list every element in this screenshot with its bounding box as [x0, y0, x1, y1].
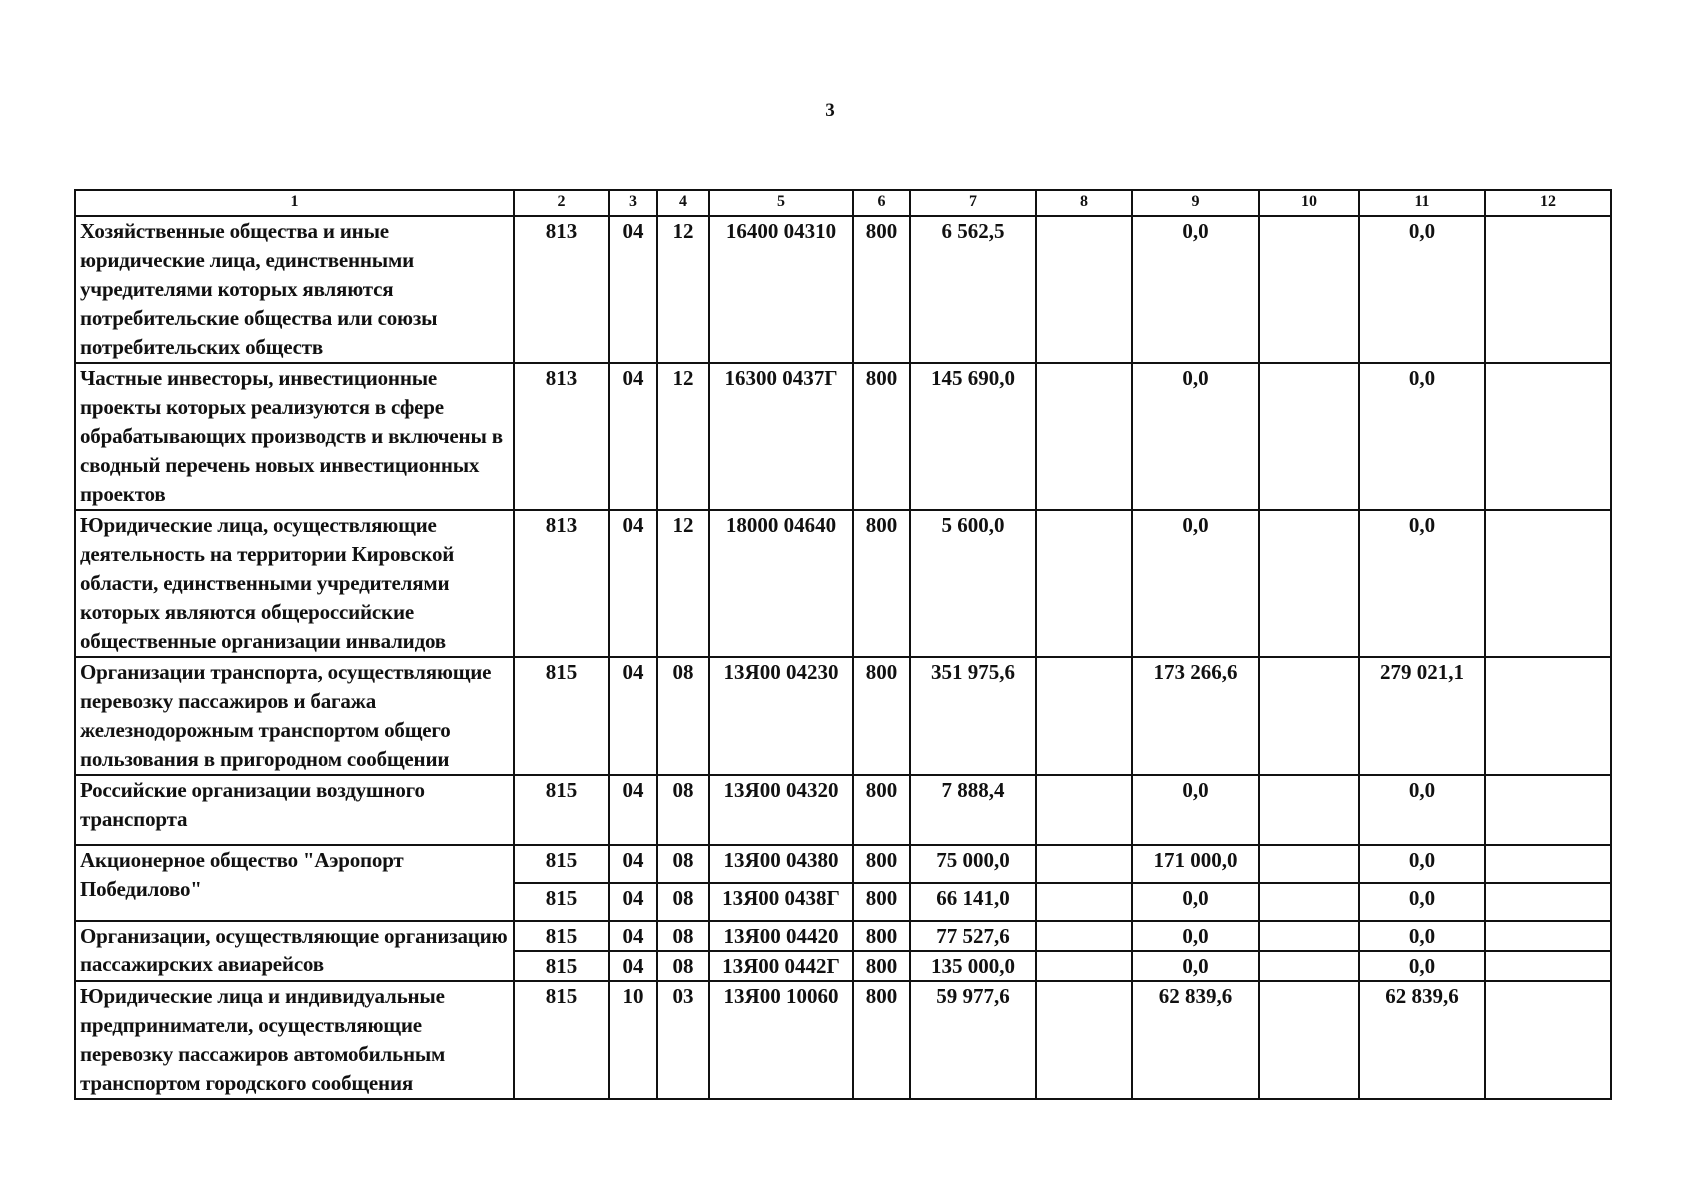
- table-cell: 0,0: [1132, 951, 1259, 981]
- table-cell: 0,0: [1359, 363, 1485, 510]
- table-cell: [1259, 657, 1359, 775]
- table-cell: 04: [609, 921, 657, 951]
- table-cell: 08: [657, 657, 709, 775]
- table-cell: 12: [657, 510, 709, 657]
- table-cell: 59 977,6: [910, 981, 1036, 1099]
- table-cell: 13Я00 0442Г: [709, 951, 853, 981]
- table-cell: 13Я00 04380: [709, 845, 853, 883]
- table-cell: 13Я00 04420: [709, 921, 853, 951]
- recipient-name: Юридические лица и индивидуальные предприниматели, осуществляющие перевозку пассажиров автомобильным транспортом городского сообщения: [75, 981, 514, 1099]
- table-cell: [1259, 951, 1359, 981]
- table-cell: 0,0: [1132, 883, 1259, 921]
- table-cell: 800: [853, 363, 910, 510]
- table-cell: 04: [609, 951, 657, 981]
- table-cell: [1485, 921, 1611, 951]
- budget-table: [74, 189, 1612, 1100]
- table-cell: [1036, 657, 1132, 775]
- table-cell: 12: [657, 216, 709, 363]
- table-cell: 13Я00 04230: [709, 657, 853, 775]
- table-row: [75, 657, 1611, 775]
- table-cell: 12: [657, 363, 709, 510]
- table-cell: 0,0: [1359, 216, 1485, 363]
- table-cell: 13Я00 04320: [709, 775, 853, 845]
- table-cell: [1259, 216, 1359, 363]
- table-cell: 08: [657, 775, 709, 845]
- table-cell: 800: [853, 510, 910, 657]
- table-cell: 0,0: [1359, 951, 1485, 981]
- recipient-name: Юридические лица, осуществляющие деятельность на территории Кировской области, единственными учредителями которых являются общероссийские общественные организации инвалидов: [75, 510, 514, 657]
- table-cell: 135 000,0: [910, 951, 1036, 981]
- table-cell: 08: [657, 951, 709, 981]
- table-cell: 04: [609, 883, 657, 921]
- column-number-row: [75, 190, 1611, 216]
- table-cell: [1485, 216, 1611, 363]
- table-cell: 0,0: [1132, 775, 1259, 845]
- table-cell: 0,0: [1132, 921, 1259, 951]
- column-number-header: 2: [514, 190, 609, 216]
- table-cell: 800: [853, 775, 910, 845]
- column-number-header: 9: [1132, 190, 1259, 216]
- table-cell: 08: [657, 921, 709, 951]
- table-cell: 800: [853, 845, 910, 883]
- table-cell: 04: [609, 363, 657, 510]
- table-cell: 813: [514, 510, 609, 657]
- table-cell: [1259, 845, 1359, 883]
- table-cell: [1485, 657, 1611, 775]
- table-cell: 351 975,6: [910, 657, 1036, 775]
- table-cell: 5 600,0: [910, 510, 1036, 657]
- table-cell: [1036, 510, 1132, 657]
- table-cell: [1036, 845, 1132, 883]
- table-cell: 815: [514, 921, 609, 951]
- recipient-name: Хозяйственные общества и иные юридические лица, единственными учредителями которых являются потребительские общества или союзы потребительских обществ: [75, 216, 514, 363]
- recipient-name: Акционерное общество "Аэропорт Победилово": [75, 845, 514, 921]
- table-cell: 08: [657, 845, 709, 883]
- table-cell: [1485, 510, 1611, 657]
- table-cell: [1036, 921, 1132, 951]
- table-cell: 815: [514, 775, 609, 845]
- table-cell: 800: [853, 657, 910, 775]
- table-cell: [1036, 363, 1132, 510]
- recipient-name: Российские организации воздушного транспорта: [75, 775, 514, 845]
- table-cell: 7 888,4: [910, 775, 1036, 845]
- table-row: [75, 363, 1611, 510]
- table-cell: [1036, 883, 1132, 921]
- table-cell: 815: [514, 951, 609, 981]
- column-number-header: 6: [853, 190, 910, 216]
- table-cell: 0,0: [1132, 510, 1259, 657]
- table-cell: 04: [609, 775, 657, 845]
- table-cell: 0,0: [1359, 845, 1485, 883]
- column-number-header: 11: [1359, 190, 1485, 216]
- table-cell: [1259, 510, 1359, 657]
- recipient-name: Частные инвесторы, инвестиционные проекты которых реализуются в сфере обрабатывающих производств и включены в сводный перечень новых инвестиционных проектов: [75, 363, 514, 510]
- table-row: [75, 921, 1611, 951]
- table-cell: 03: [657, 981, 709, 1099]
- table-cell: 16400 04310: [709, 216, 853, 363]
- table-row: [75, 775, 1611, 845]
- table-cell: [1259, 363, 1359, 510]
- column-number-header: 7: [910, 190, 1036, 216]
- page-number: 3: [825, 100, 835, 121]
- table-cell: 813: [514, 363, 609, 510]
- table-cell: 04: [609, 657, 657, 775]
- table-cell: [1036, 981, 1132, 1099]
- table-cell: 0,0: [1359, 921, 1485, 951]
- table-cell: 0,0: [1132, 216, 1259, 363]
- recipient-name: Организации, осуществляющие организацию пассажирских авиарейсов: [75, 921, 514, 981]
- table-cell: 04: [609, 216, 657, 363]
- table-cell: 13Я00 10060: [709, 981, 853, 1099]
- column-number-header: 4: [657, 190, 709, 216]
- table-cell: 800: [853, 883, 910, 921]
- table-cell: 815: [514, 845, 609, 883]
- table-cell: 04: [609, 845, 657, 883]
- table-row: [75, 510, 1611, 657]
- table-cell: 813: [514, 216, 609, 363]
- recipient-name: Организации транспорта, осуществляющие перевозку пассажиров и багажа железнодорожным транспортом общего пользования в пригородном сообщении: [75, 657, 514, 775]
- table-cell: 173 266,6: [1132, 657, 1259, 775]
- column-number-header: 3: [609, 190, 657, 216]
- table-cell: 0,0: [1359, 510, 1485, 657]
- table-cell: 0,0: [1359, 775, 1485, 845]
- table-cell: 62 839,6: [1359, 981, 1485, 1099]
- table-cell: [1259, 883, 1359, 921]
- table-cell: 0,0: [1359, 883, 1485, 921]
- table-cell: 800: [853, 921, 910, 951]
- table-cell: 800: [853, 981, 910, 1099]
- table-cell: 75 000,0: [910, 845, 1036, 883]
- table-cell: 800: [853, 951, 910, 981]
- table-cell: [1485, 951, 1611, 981]
- table-cell: 800: [853, 216, 910, 363]
- table-cell: [1036, 216, 1132, 363]
- table-cell: 815: [514, 981, 609, 1099]
- table-cell: [1259, 921, 1359, 951]
- table-row: [75, 845, 1611, 883]
- table-cell: 18000 04640: [709, 510, 853, 657]
- column-number-header: 5: [709, 190, 853, 216]
- table-cell: 16300 0437Г: [709, 363, 853, 510]
- table-cell: 13Я00 0438Г: [709, 883, 853, 921]
- table-cell: [1485, 775, 1611, 845]
- table-cell: 04: [609, 510, 657, 657]
- table-row: [75, 216, 1611, 363]
- column-number-header: 12: [1485, 190, 1611, 216]
- table-cell: 815: [514, 657, 609, 775]
- table-cell: 10: [609, 981, 657, 1099]
- table-cell: 0,0: [1132, 363, 1259, 510]
- table-cell: [1259, 981, 1359, 1099]
- table-cell: [1485, 981, 1611, 1099]
- table-cell: [1036, 951, 1132, 981]
- table-cell: 145 690,0: [910, 363, 1036, 510]
- table-cell: 6 562,5: [910, 216, 1036, 363]
- table-cell: 62 839,6: [1132, 981, 1259, 1099]
- table-cell: 171 000,0: [1132, 845, 1259, 883]
- table-cell: [1485, 845, 1611, 883]
- table-cell: [1485, 363, 1611, 510]
- column-number-header: 8: [1036, 190, 1132, 216]
- column-number-header: 1: [75, 190, 514, 216]
- table-cell: [1485, 883, 1611, 921]
- table-cell: 08: [657, 883, 709, 921]
- table-cell: 66 141,0: [910, 883, 1036, 921]
- table-cell: 815: [514, 883, 609, 921]
- table-row: [75, 981, 1611, 1099]
- table-cell: 279 021,1: [1359, 657, 1485, 775]
- table-cell: [1036, 775, 1132, 845]
- column-number-header: 10: [1259, 190, 1359, 216]
- table-cell: [1259, 775, 1359, 845]
- table-cell: 77 527,6: [910, 921, 1036, 951]
